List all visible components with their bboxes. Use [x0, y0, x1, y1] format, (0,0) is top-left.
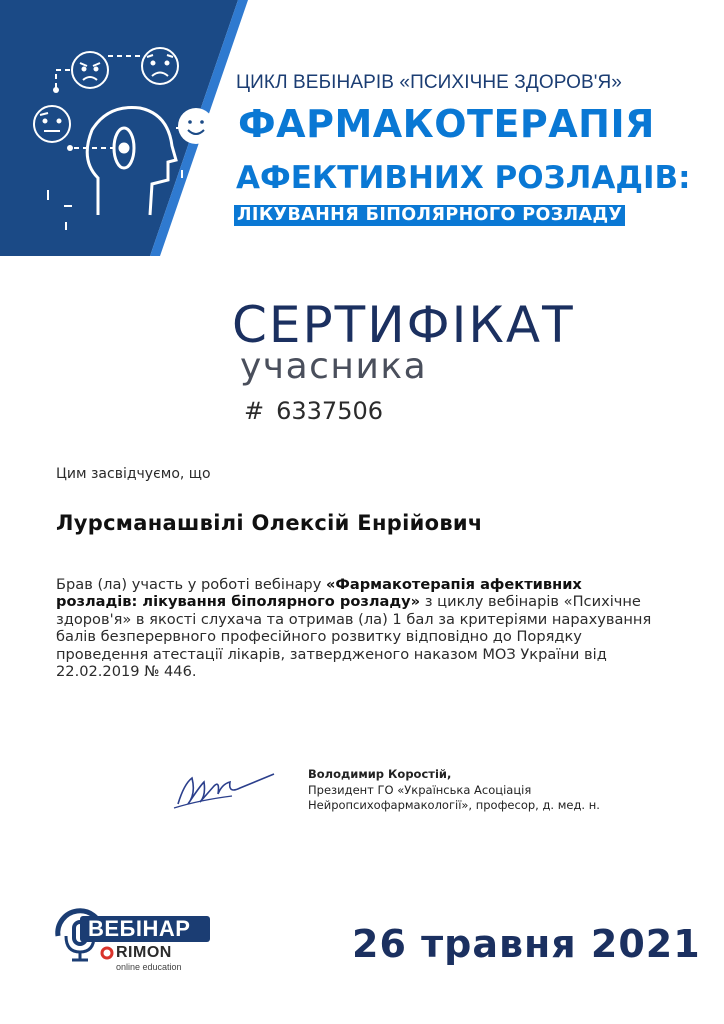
- webinar-name: «Фармакотерапія афективних розладів: лікування біполярного розладу»: [56, 576, 582, 611]
- number-hash: #: [244, 397, 265, 425]
- certificate-title: СЕРТИФІКАТ: [232, 296, 575, 354]
- body-text-start: Брав (ла) участь у роботі вебінару: [56, 576, 326, 593]
- signature-image: [170, 764, 280, 818]
- certificate-number-value: 6337506: [276, 397, 383, 425]
- webinar-title-line2: АФЕКТИВНИХ РОЗЛАДІВ:: [236, 160, 691, 196]
- logo-badge: ВЕБІНАР: [80, 916, 210, 942]
- event-date: 26 травня 2021: [352, 922, 701, 966]
- certificate-header: [0, 0, 724, 256]
- recipient-name: Лурсманашвілі Олексій Енрійович: [56, 511, 483, 535]
- certificate-number: [244, 397, 383, 425]
- signer-role-line2: Нейропсихофармакології», професор, д. мед. н.: [308, 798, 600, 812]
- signer-role-line1: Президент ГО «Українська Асоціація: [308, 782, 532, 797]
- certificate-body: [56, 576, 666, 680]
- certificate-subtitle: учасника: [240, 346, 428, 387]
- signer-block: [308, 767, 600, 814]
- webinar-rimon-logo: [50, 906, 220, 976]
- webinar-title-line1: ФАРМАКОТЕРАПІЯ: [238, 102, 655, 146]
- series-title: ЦИКЛ ВЕБІНАРІВ «ПСИХІЧНЕ ЗДОРОВ'Я»: [236, 72, 622, 93]
- signer-name: Володимир Коростій,: [308, 767, 452, 781]
- webinar-title-line3: ЛІКУВАННЯ БІПОЛЯРНОГО РОЗЛАДУ: [234, 205, 625, 226]
- body-text-end: з циклу вебінарів «Психічне здоров'я» в якості слухача та отримав (ла) 1 бал за критеріями нарахування балів безперервного професійного розвитку відповідно до Порядку проведення атестації лікарів, затвердженого наказом МОЗ України від 22.02.2019 № 446.: [56, 593, 652, 681]
- happy-face-icon: [178, 108, 214, 144]
- logo-subtitle: online education: [116, 962, 182, 972]
- rimon-ring-icon: [100, 946, 114, 960]
- certify-text: Цим засвідчуємо, що: [56, 466, 211, 482]
- logo-brand: RIMON: [116, 944, 172, 961]
